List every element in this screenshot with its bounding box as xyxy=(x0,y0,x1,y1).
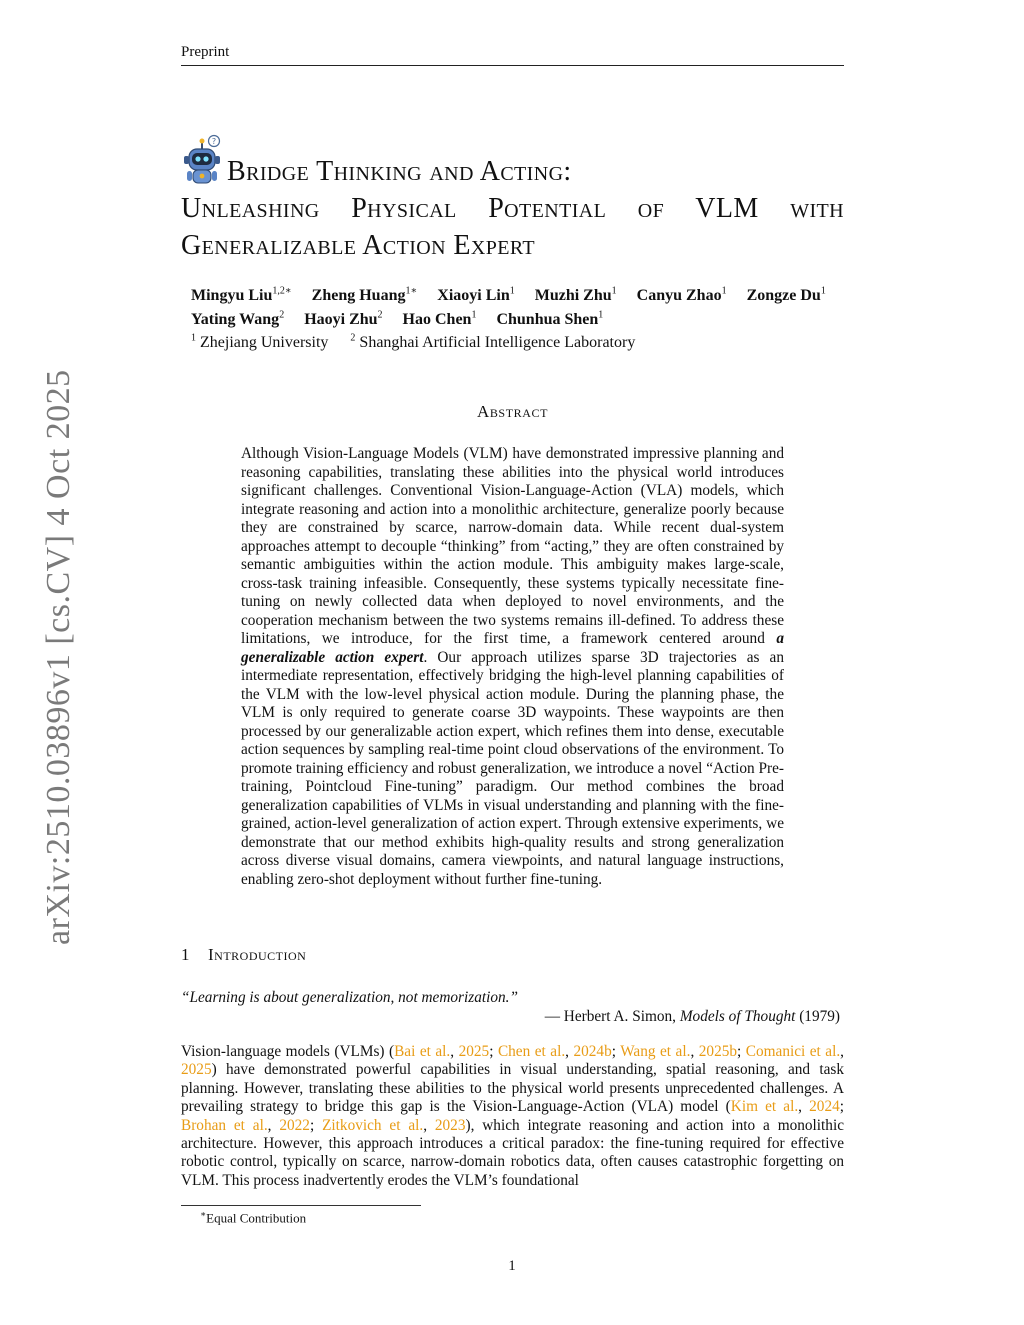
page-number: 1 xyxy=(508,1258,516,1274)
arxiv-identifier-stamp: arXiv:2510.03896v1 [cs.CV] 4 Oct 2025 xyxy=(40,369,77,945)
author-row-2 xyxy=(191,305,844,328)
citation-link[interactable]: 2024b xyxy=(573,1043,612,1060)
citation-link[interactable]: 2024 xyxy=(809,1098,840,1116)
section-heading xyxy=(181,945,306,965)
svg-text:?: ? xyxy=(211,137,217,146)
citation-link[interactable]: Bai et al. xyxy=(394,1043,451,1060)
epigraph-text: “Learning is about generalization, not memorization.” xyxy=(181,989,518,1006)
affiliation: $^1$ Zhejiang University xyxy=(191,333,329,352)
author: Chunhua Shen$^1$ xyxy=(496,309,604,328)
citation-link[interactable]: Zitkovich et al. xyxy=(322,1116,424,1134)
author: Zongze Du$^1$ xyxy=(746,286,826,305)
author: Mingyu Liu$^{1,2∗}$ xyxy=(191,286,292,305)
abstract-heading: Abstract xyxy=(476,402,549,421)
citation-link[interactable]: 2023 xyxy=(434,1116,466,1134)
author-list xyxy=(191,282,844,329)
citation-link[interactable]: 2025 xyxy=(181,1061,212,1079)
author: Haoyi Zhu$^2$ xyxy=(304,309,383,328)
affiliations xyxy=(191,333,653,352)
running-header: Preprint xyxy=(181,44,230,60)
citation-link[interactable]: 2025 xyxy=(458,1043,490,1060)
epigraph-attribution: — Herbert A. Simon, Models of Thought (1979) xyxy=(544,1008,840,1025)
author: Canyu Zhao$^1$ xyxy=(636,286,727,305)
title-line-3: Generalizable Action Expert xyxy=(181,230,536,261)
author-row-1 xyxy=(191,282,844,305)
citation-link[interactable]: Kim et al. xyxy=(730,1098,799,1116)
citation-link[interactable]: Comanici et al. xyxy=(745,1043,841,1060)
title-line-2: Unleashing Physical Potential of VLM with xyxy=(181,193,844,224)
paper-title xyxy=(181,153,844,264)
citation-link[interactable]: Chen et al. xyxy=(497,1043,566,1060)
epigraph xyxy=(181,988,840,1026)
affiliation: $^2$ Shanghai Artificial Intelligence Laboratory xyxy=(350,333,636,352)
citation-link[interactable]: 2022 xyxy=(279,1116,310,1134)
header-rule xyxy=(181,65,844,66)
section-title: Introduction xyxy=(208,945,307,964)
footnote-rule xyxy=(181,1205,421,1206)
citation-link[interactable]: Brohan et al. xyxy=(181,1116,268,1134)
author: Xiaoyi Lin$^1$ xyxy=(437,286,515,305)
author: Yating Wang$^2$ xyxy=(191,309,285,328)
abstract-body: Although Vision-Language Models (VLM) have demonstrated impressive planning and reasoning capabilities, translating these abilities into the physical world introduces significant challenges. Conventional Vision-Language-Action (VLA) models, which integrate reasoning and action into a monolithic architecture, generalize poorly because they are constrained by scarce, narrow-domain data. While recent dual-system approaches attempt to decouple “thinking” from “acting,” they are often constrained by semantic ambiguities within the action module. This ambiguity makes large-scale, cross-task training infeasible. Consequently, these systems typically necessitate fine-tuning on newly collected data when deployed to novel environments, and the cooperation mechanism between the two systems remains ill-defined. To address these limitations, we introduce, for the first time, a framework centered around a generalizable action expert. Our approach utilizes sparse 3D trajectories as an intermediate representation, effectively bridging the high-level planning capabilities of the VLM with the low-level physical action module. During the planning phase, the VLM is only required to generate coarse 3D waypoints. These waypoints are then processed by our generalizable action expert, which refines them into dense, executable action sequences by sampling real-time point cloud observations of the environment. To promote training efficiency and robust generalization, we introduce a novel “Action Pre-training, Pointcloud Fine-tuning” paradigm. Our method combines the broad generalization capabilities of VLMs in visual understanding and planning with the fine-grained, action-level generalization of action expert. Through extensive experiments, we demonstrate that our method exhibits high-quality results and strong generalization across diverse visual domains, camera viewpoints, and natural language instructions, enabling zero-shot deployment without further fine-tuning. xyxy=(241,445,785,888)
footnote: ∗Equal Contribution xyxy=(200,1209,307,1226)
citation-link[interactable]: Wang et al. xyxy=(620,1043,691,1060)
author: Muzhi Zhu$^1$ xyxy=(534,286,617,305)
citation-link[interactable]: 2025b xyxy=(698,1043,738,1060)
author: Zheng Huang$^{1∗}$ xyxy=(311,286,418,305)
author: Hao Chen$^1$ xyxy=(402,309,477,328)
title-line-1: Bridge Thinking and Acting: xyxy=(227,156,572,187)
section-number: 1 xyxy=(181,945,190,964)
abstract-emphasis: a generalizable action expert xyxy=(241,630,784,666)
intro-paragraph: Vision-language models (VLMs) (Bai et al., 2025; Chen et al., 2024b; Wang et al., 2025b; Comanici et al., 2025) have demonstrated powerful capabilities in visual understanding, spatial reasoning, and task planning. However, translating these abilities to the physical world presents unprecedented challenges. A prevailing strategy to bridge this gap is the Vision-Language-Action (VLA) model (Kim et al., 2024; Brohan et al., 2022; Zitkovich et al., 2023), which integrate reasoning and action into a monolithic architecture. However, this approach introduces a critical paradox: the fine-tuning required for effective robotic control, typically on scarce, narrow-domain robotics data, often causes catastrophic forgetting on VLM. This process inadvertently erodes the VLM’s foundational xyxy=(181,1043,844,1189)
